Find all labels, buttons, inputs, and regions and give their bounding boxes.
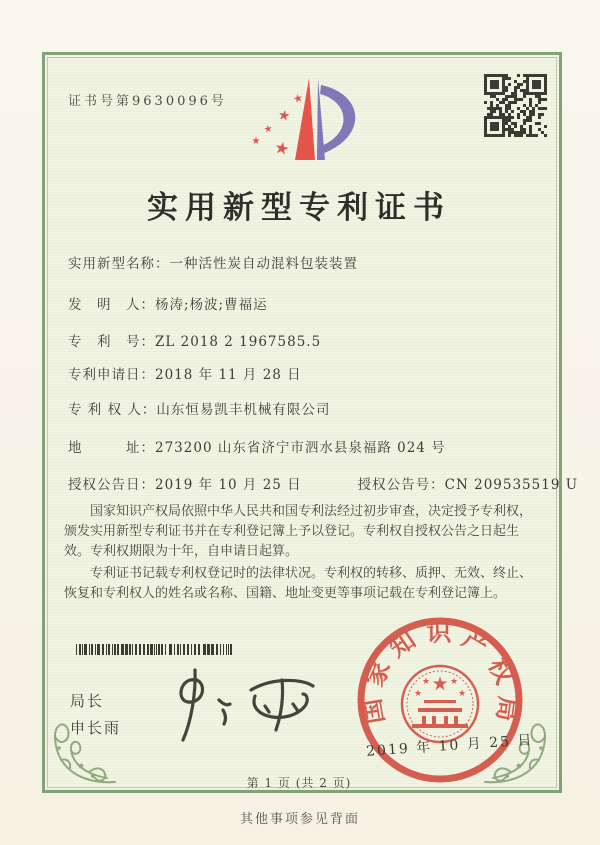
grant-number-label: 授权公告号： <box>357 477 445 493</box>
svg-text:★: ★ <box>291 90 305 106</box>
field-label: 发 明 人： <box>68 297 155 313</box>
svg-text:★: ★ <box>263 123 274 136</box>
national-emblem-icon <box>402 666 478 742</box>
field-inventors <box>68 293 528 313</box>
legal-text <box>64 502 544 606</box>
svg-text:★: ★ <box>421 677 431 687</box>
cnipa-logo-icon <box>246 76 380 178</box>
svg-text:★: ★ <box>276 107 292 125</box>
field-label: 专 利 号： <box>68 334 155 350</box>
barcode <box>76 644 234 655</box>
agency-seal <box>352 612 528 788</box>
field-label: 实用新型名称： <box>68 256 170 272</box>
field-utility-model-name <box>68 252 528 272</box>
svg-text:★: ★ <box>457 689 467 699</box>
field-patentee <box>68 398 528 418</box>
svg-text:★: ★ <box>251 136 261 147</box>
officer-block <box>70 688 121 742</box>
svg-text:★: ★ <box>413 689 423 699</box>
field-patent-number <box>68 330 528 350</box>
svg-text:★: ★ <box>431 673 449 695</box>
qr-code <box>484 74 547 137</box>
field-label: 专利申请日： <box>68 367 155 383</box>
grant-date: 2019 年 10 月 25 日 <box>155 477 302 493</box>
seal-agency-text: 国家知识产权局 <box>356 617 524 727</box>
svg-text:★: ★ <box>272 137 292 161</box>
field-label: 专 利 权 人： <box>68 402 157 418</box>
certificate-title: 实用新型专利证书 <box>147 190 451 226</box>
field-value: 一种活性炭自动混料包装装置 <box>169 256 358 272</box>
field-application-date <box>68 363 528 383</box>
officer-title: 局长 <box>70 692 105 710</box>
field-value: 273200 山东省济宁市泗水县泉福路 024 号 <box>155 440 446 456</box>
grant-announcement-row <box>68 473 579 493</box>
field-value: 山东恒易凯丰机械有限公司 <box>156 402 331 418</box>
seal-date: 2019 年 10 月 25 日 <box>365 732 534 760</box>
svg-text:★: ★ <box>449 677 459 687</box>
field-address <box>68 436 528 456</box>
legal-paragraph-2: 专利证书记载专利权登记时的法律状况。专利权的转移、质押、无效、终止、恢复和专利权人的姓名或名称、国籍、地址变更等事项记载在专利登记簿上。 <box>64 566 533 601</box>
field-value: 杨涛;杨波;曹福运 <box>155 297 268 313</box>
grant-date-label: 授权公告日： <box>68 477 155 493</box>
field-label: 地 址： <box>68 440 155 456</box>
legal-paragraph-1: 国家知识产权局依照中华人民共和国专利法经过初步审查，决定授予专利权，颁发实用新型专利证书并在专利登记簿上予以登记。专利权自授权公告之日起生效。专利权期限为十年，自申请日起算。 <box>64 504 533 559</box>
field-value: ZL 2018 2 1967585.5 <box>155 334 322 350</box>
page-number: 第 1 页 (共 2 页) <box>246 776 352 790</box>
officer-name: 申长雨 <box>70 719 122 737</box>
back-side-note: 其他事项参见背面 <box>239 812 360 827</box>
certificate-number: 证书号第9630096号 <box>68 94 227 109</box>
grant-number: CN 209535519 U <box>444 477 579 493</box>
officer-signature <box>155 666 325 746</box>
field-value: 2018 年 11 月 28 日 <box>155 367 302 383</box>
